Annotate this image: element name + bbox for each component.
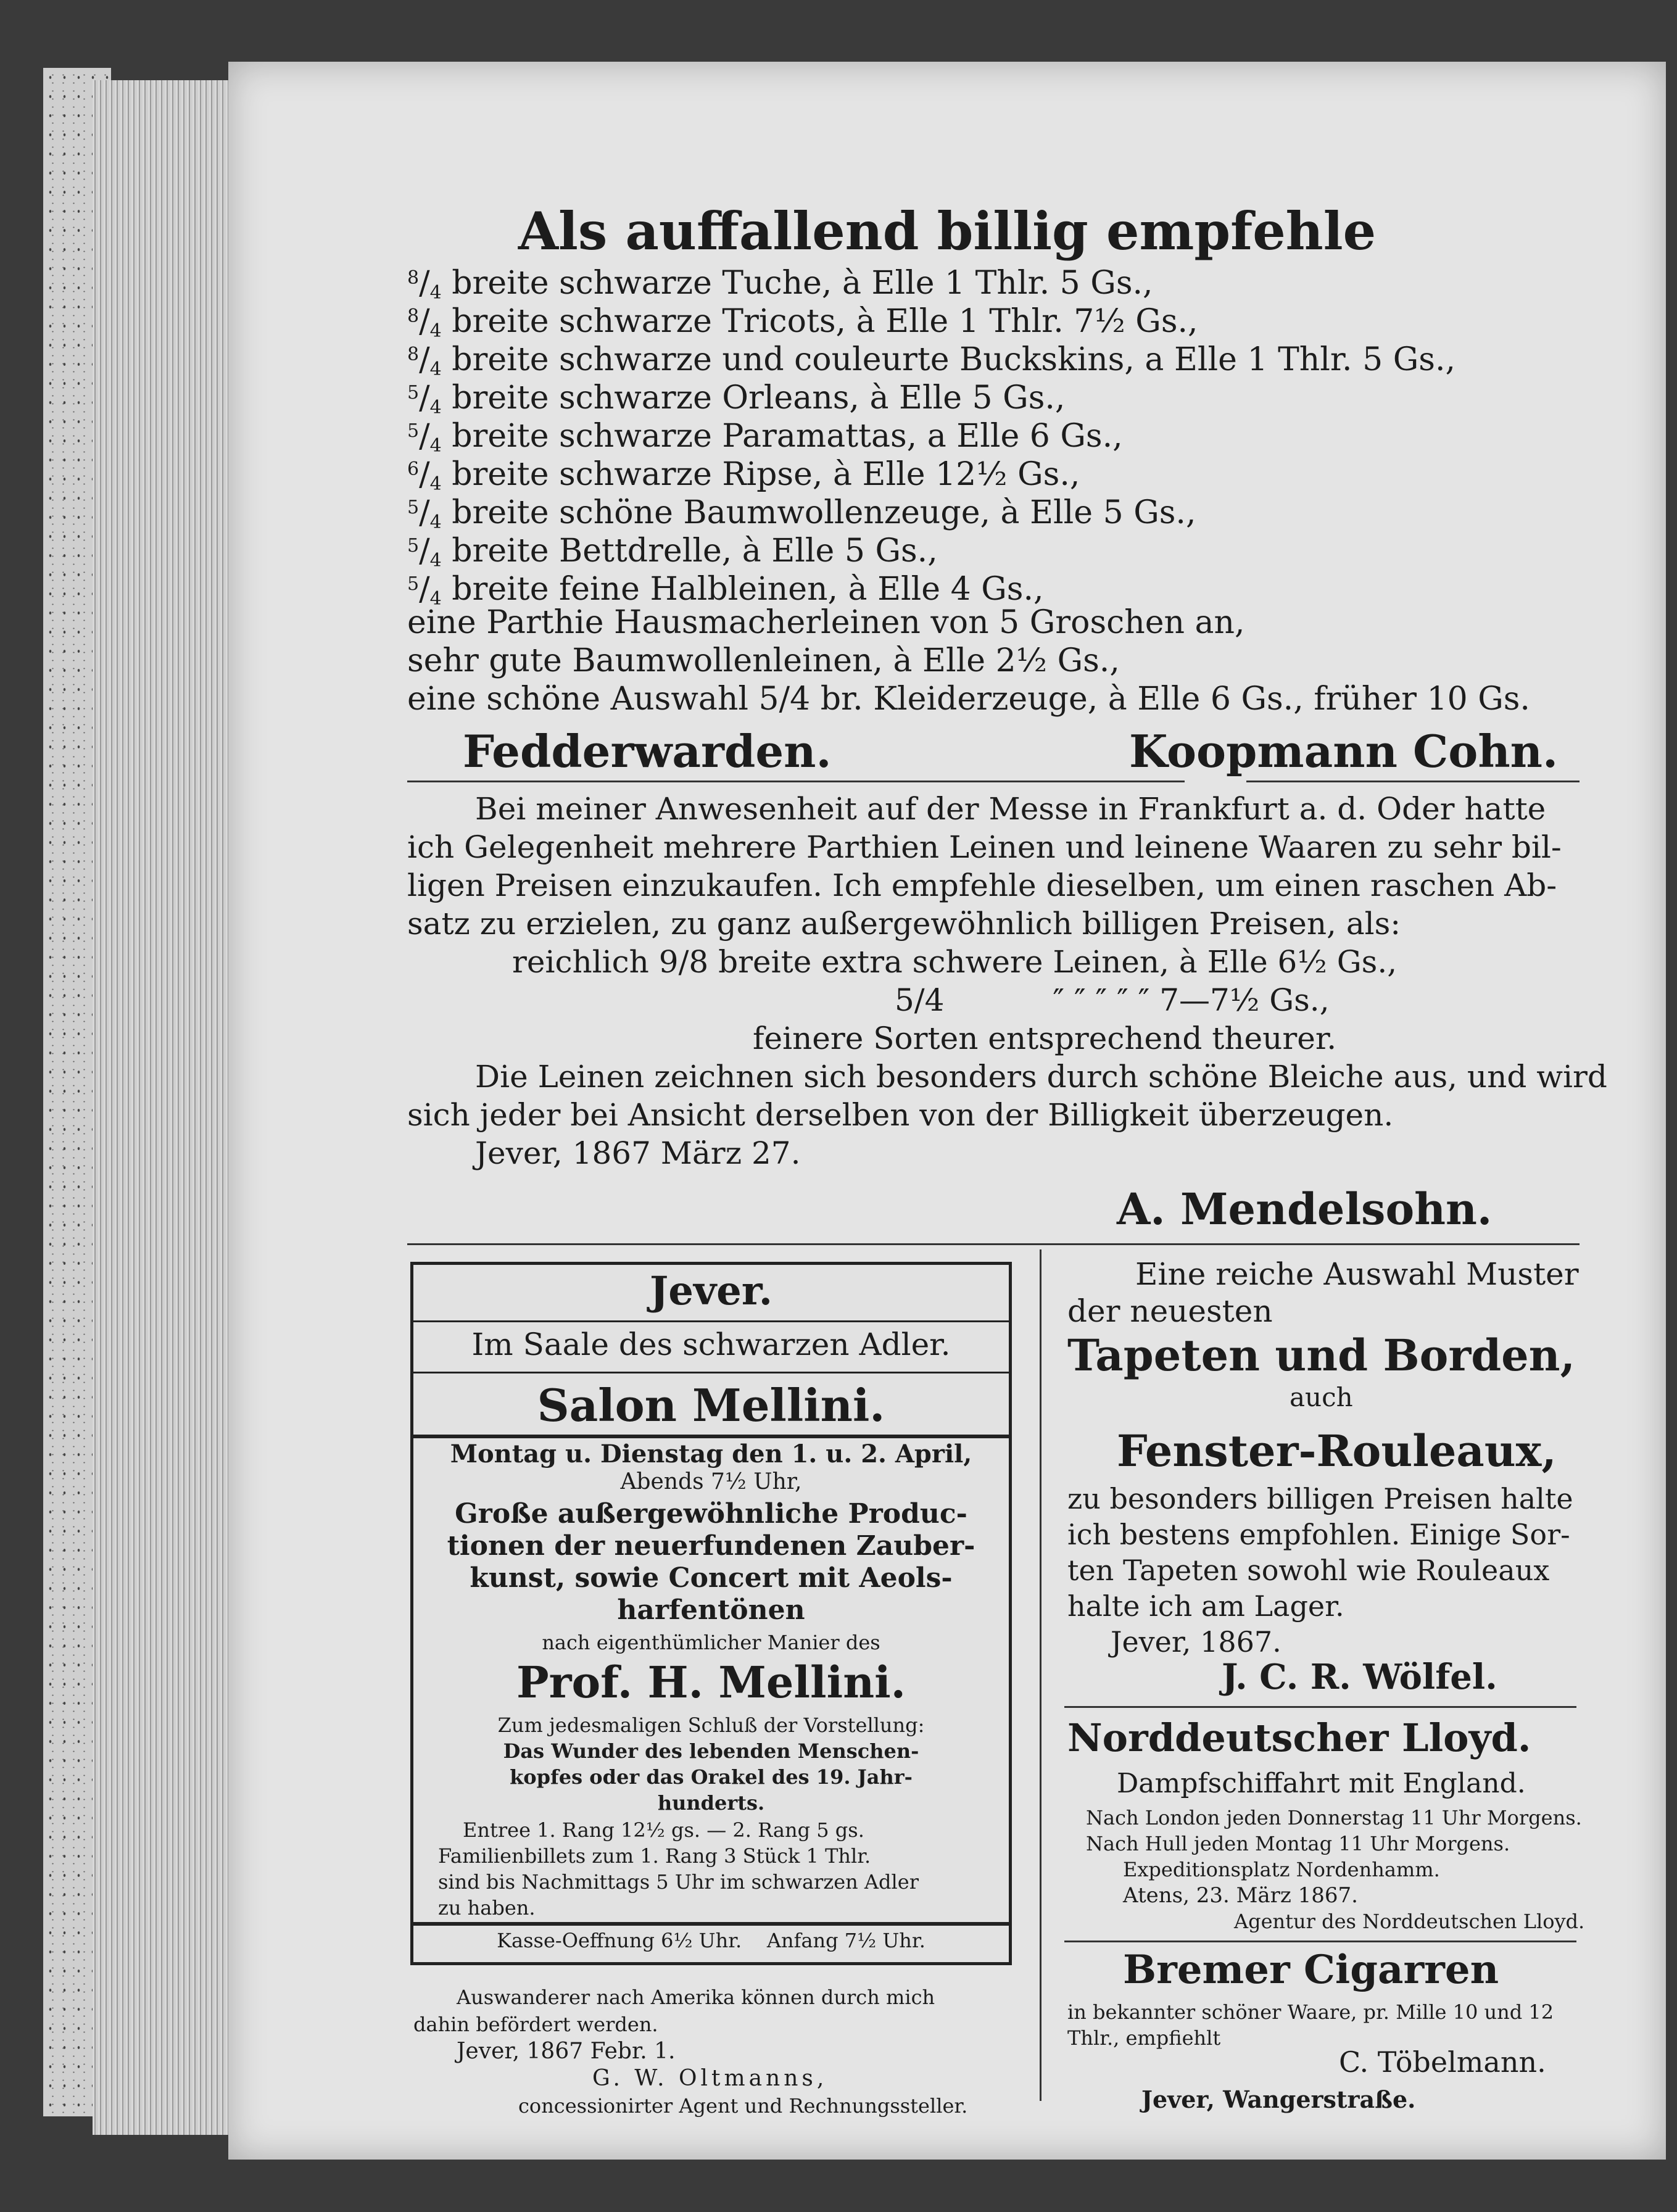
ad5-schedule: [1086, 1805, 1584, 1934]
list-item: $^5/_4$ breite schwarze Orleans, à Elle 5 Gs.,: [407, 379, 1066, 418]
list-item: $^8/_4$ breite schwarze Tuche, à Elle 1 Thlr. 5 Gs.,: [407, 265, 1153, 304]
agency: Agentur des Norddeutschen Lloyd.: [1234, 1910, 1585, 1933]
text-line: Auswanderer nach Amerika können durch mich: [457, 1986, 935, 2009]
paragraph-line: ich Gelegenheit mehrere Parthien Leinen und leinene Waaren zu sehr bil-: [407, 829, 1562, 865]
paragraph-line: Die Leinen zeichnen sich besonders durch schöne Bleiche aus, und wird: [475, 1059, 1607, 1095]
divider: [407, 1243, 1580, 1245]
ad4-body: [1067, 1481, 1573, 1660]
price-line: 5/4 ″ ″ ″ ″ ″ 7—7½ Gs.,: [895, 982, 1330, 1018]
ad3-prices: [438, 1817, 919, 1921]
ad6-body: [1067, 1999, 1554, 2051]
dateline: Jever, 1867 Febr. 1.: [457, 2039, 676, 2064]
agent-title: concessionirter Agent und Rechnungssteller.: [518, 2094, 968, 2118]
ad3-rule: [413, 1435, 1009, 1438]
paragraph-line: ligen Preisen einzukaufen. Ich empfehle dieselben, um einen raschen Ab-: [407, 868, 1557, 903]
ad5-sub: Dampfschiffahrt mit England.: [1117, 1768, 1526, 1799]
dateline: Jever, 1867 März 27.: [475, 1135, 801, 1171]
divider: [1246, 781, 1580, 782]
ad4-auch: auch: [1290, 1382, 1353, 1412]
text-line: sind bis Nachmittags 5 Uhr im schwarzen Adler: [438, 1870, 919, 1894]
ad3-dates: Montag u. Dienstag den 1. u. 2. April,: [450, 1439, 972, 1468]
ad3-performer: Prof. H. Mellini.: [516, 1657, 906, 1708]
ad6-signature: C. Töbelmann.: [1339, 2045, 1546, 2079]
list-item: $^5/_4$ breite schwarze Paramattas, a Elle 6 Gs.,: [407, 418, 1123, 457]
text-line: zu haben.: [438, 1896, 536, 1920]
ad7-body: [413, 1984, 967, 2119]
text-line: halte ich am Lager.: [1067, 1589, 1344, 1623]
ad6-address: Jever, Wangerstraße.: [1141, 2086, 1416, 2113]
dateline: Atens, 23. März 1867.: [1123, 1883, 1358, 1908]
ad1-headline: Als auffallend billig empfehle: [518, 201, 1377, 262]
paragraph-line: sich jeder bei Ansicht derselben von der Billigkeit überzeugen.: [407, 1097, 1394, 1133]
list-item: $^5/_4$ breite Bettdrelle, à Elle 5 Gs.,: [407, 532, 938, 571]
ad3-title: Salon Mellini.: [537, 1379, 885, 1431]
ad3-town: Jever.: [649, 1268, 773, 1314]
text-line: harfentönen: [617, 1594, 805, 1626]
ad2-signature: A. Mendelsohn.: [1117, 1183, 1493, 1235]
text-line: der neuesten: [1067, 1293, 1273, 1329]
ad1-signature: Koopmann Cohn.: [1129, 725, 1559, 777]
text-line: Thlr., empfiehlt: [1067, 2026, 1221, 2050]
paragraph-line: Bei meiner Anwesenheit auf der Messe in Frankfurt a. d. Oder hatte: [475, 791, 1546, 827]
ad3-manner: nach eigenthümlicher Manier des: [542, 1631, 880, 1654]
text-line: Nach Hull jeden Montag 11 Uhr Morgens.: [1086, 1832, 1510, 1855]
text-line: ich bestens empfohlen. Einige Sor-: [1067, 1518, 1570, 1551]
text-line: dahin befördert werden.: [413, 2013, 658, 2036]
ad1-item-list: [407, 259, 1530, 718]
ad4-head1: Tapeten und Borden,: [1067, 1330, 1575, 1381]
ad6-head: Bremer Cigarren: [1123, 1947, 1499, 1993]
page-edges: [93, 80, 241, 2135]
text-line: zu besonders billigen Preisen halte: [1067, 1482, 1573, 1515]
text-line: tionen der neuerfundenen Zauber-: [447, 1530, 975, 1562]
text-line: Eine reiche Auswahl Muster: [1135, 1256, 1579, 1292]
ad3-box: [410, 1262, 1012, 1965]
text-line: in bekannter schöner Waare, pr. Mille 10 und 12: [1067, 2000, 1554, 2024]
price-line: feinere Sorten entsprechend theurer.: [753, 1021, 1337, 1056]
ad3-venue: Im Saale des schwarzen Adler.: [471, 1327, 951, 1362]
ad3-finale: [413, 1712, 1009, 1816]
ad3-description: [413, 1498, 1009, 1626]
list-item: $^5/_4$ breite feine Halbleinen, à Elle 4 Gs.,: [407, 571, 1044, 610]
ad1-place: Fedderwarden.: [463, 725, 832, 777]
ad3-footer: Kasse-Oeffnung 6½ Uhr. Anfang 7½ Uhr.: [497, 1929, 925, 1952]
list-item: $^8/_4$ breite schwarze und couleurte Buckskins, a Elle 1 Thlr. 5 Gs.,: [407, 341, 1456, 380]
price-line: reichlich 9/8 breite extra schwere Leinen, à Elle 6½ Gs.,: [512, 944, 1398, 980]
divider: [1064, 1941, 1576, 1942]
ad4-intro: [1067, 1256, 1579, 1330]
column-divider: [1040, 1249, 1041, 2101]
text-line: Das Wunder des lebenden Menschen-: [503, 1739, 919, 1763]
divider: [1064, 1706, 1576, 1708]
ad3-time: Abends 7½ Uhr,: [620, 1469, 802, 1494]
list-item: $^5/_4$ breite schöne Baumwollenzeuge, à Elle 5 Gs.,: [407, 494, 1196, 533]
text-line: Familienbillets zum 1. Rang 3 Stück 1 Thlr.: [438, 1844, 871, 1868]
ad5-head: Norddeutscher Lloyd.: [1067, 1715, 1531, 1760]
list-item: eine schöne Auswahl 5/4 br. Kleiderzeuge, à Elle 6 Gs., früher 10 Gs.: [407, 681, 1530, 718]
agent-name: G. W. Oltmanns,: [592, 2066, 828, 2091]
list-item: $^8/_4$ breite schwarze Tricots, à Elle 1 Thlr. 7½ Gs.,: [407, 303, 1198, 342]
text-line: kunst, sowie Concert mit Aeols-: [470, 1562, 953, 1594]
text-line: Expeditionsplatz Nordenhamm.: [1123, 1858, 1440, 1881]
newspaper-page: [228, 62, 1666, 2160]
ad4-head2: Fenster-Rouleaux,: [1117, 1425, 1557, 1477]
list-item: sehr gute Baumwollenleinen, à Elle 2½ Gs.,: [407, 642, 1120, 679]
dateline: Jever, 1867.: [1111, 1625, 1282, 1659]
divider: [407, 781, 1185, 782]
ad3-rule: [413, 1922, 1009, 1926]
text-line: kopfes oder das Orakel des 19. Jahr-: [510, 1765, 913, 1789]
paragraph-line: satz zu erzielen, zu ganz außergewöhnlich billigen Preisen, als:: [407, 906, 1401, 942]
ad4-signature: J. C. R. Wölfel.: [1222, 1657, 1497, 1697]
ad2-body: [407, 790, 1607, 1172]
text-line: ten Tapeten sowohl wie Rouleaux: [1067, 1554, 1550, 1587]
text-line: Zum jedesmaligen Schluß der Vorstellung:: [497, 1713, 925, 1737]
text-line: Nach London jeden Donnerstag 11 Uhr Morgens.: [1086, 1806, 1582, 1829]
list-item: eine Parthie Hausmacherleinen von 5 Groschen an,: [407, 604, 1245, 641]
text-line: hunderts.: [657, 1791, 765, 1815]
text-line: Große außergewöhnliche Produc-: [455, 1498, 967, 1530]
list-item: $^6/_4$ breite schwarze Ripse, à Elle 12½ Gs.,: [407, 456, 1080, 495]
text-line: Entree 1. Rang 12½ gs. — 2. Rang 5 gs.: [463, 1818, 864, 1842]
